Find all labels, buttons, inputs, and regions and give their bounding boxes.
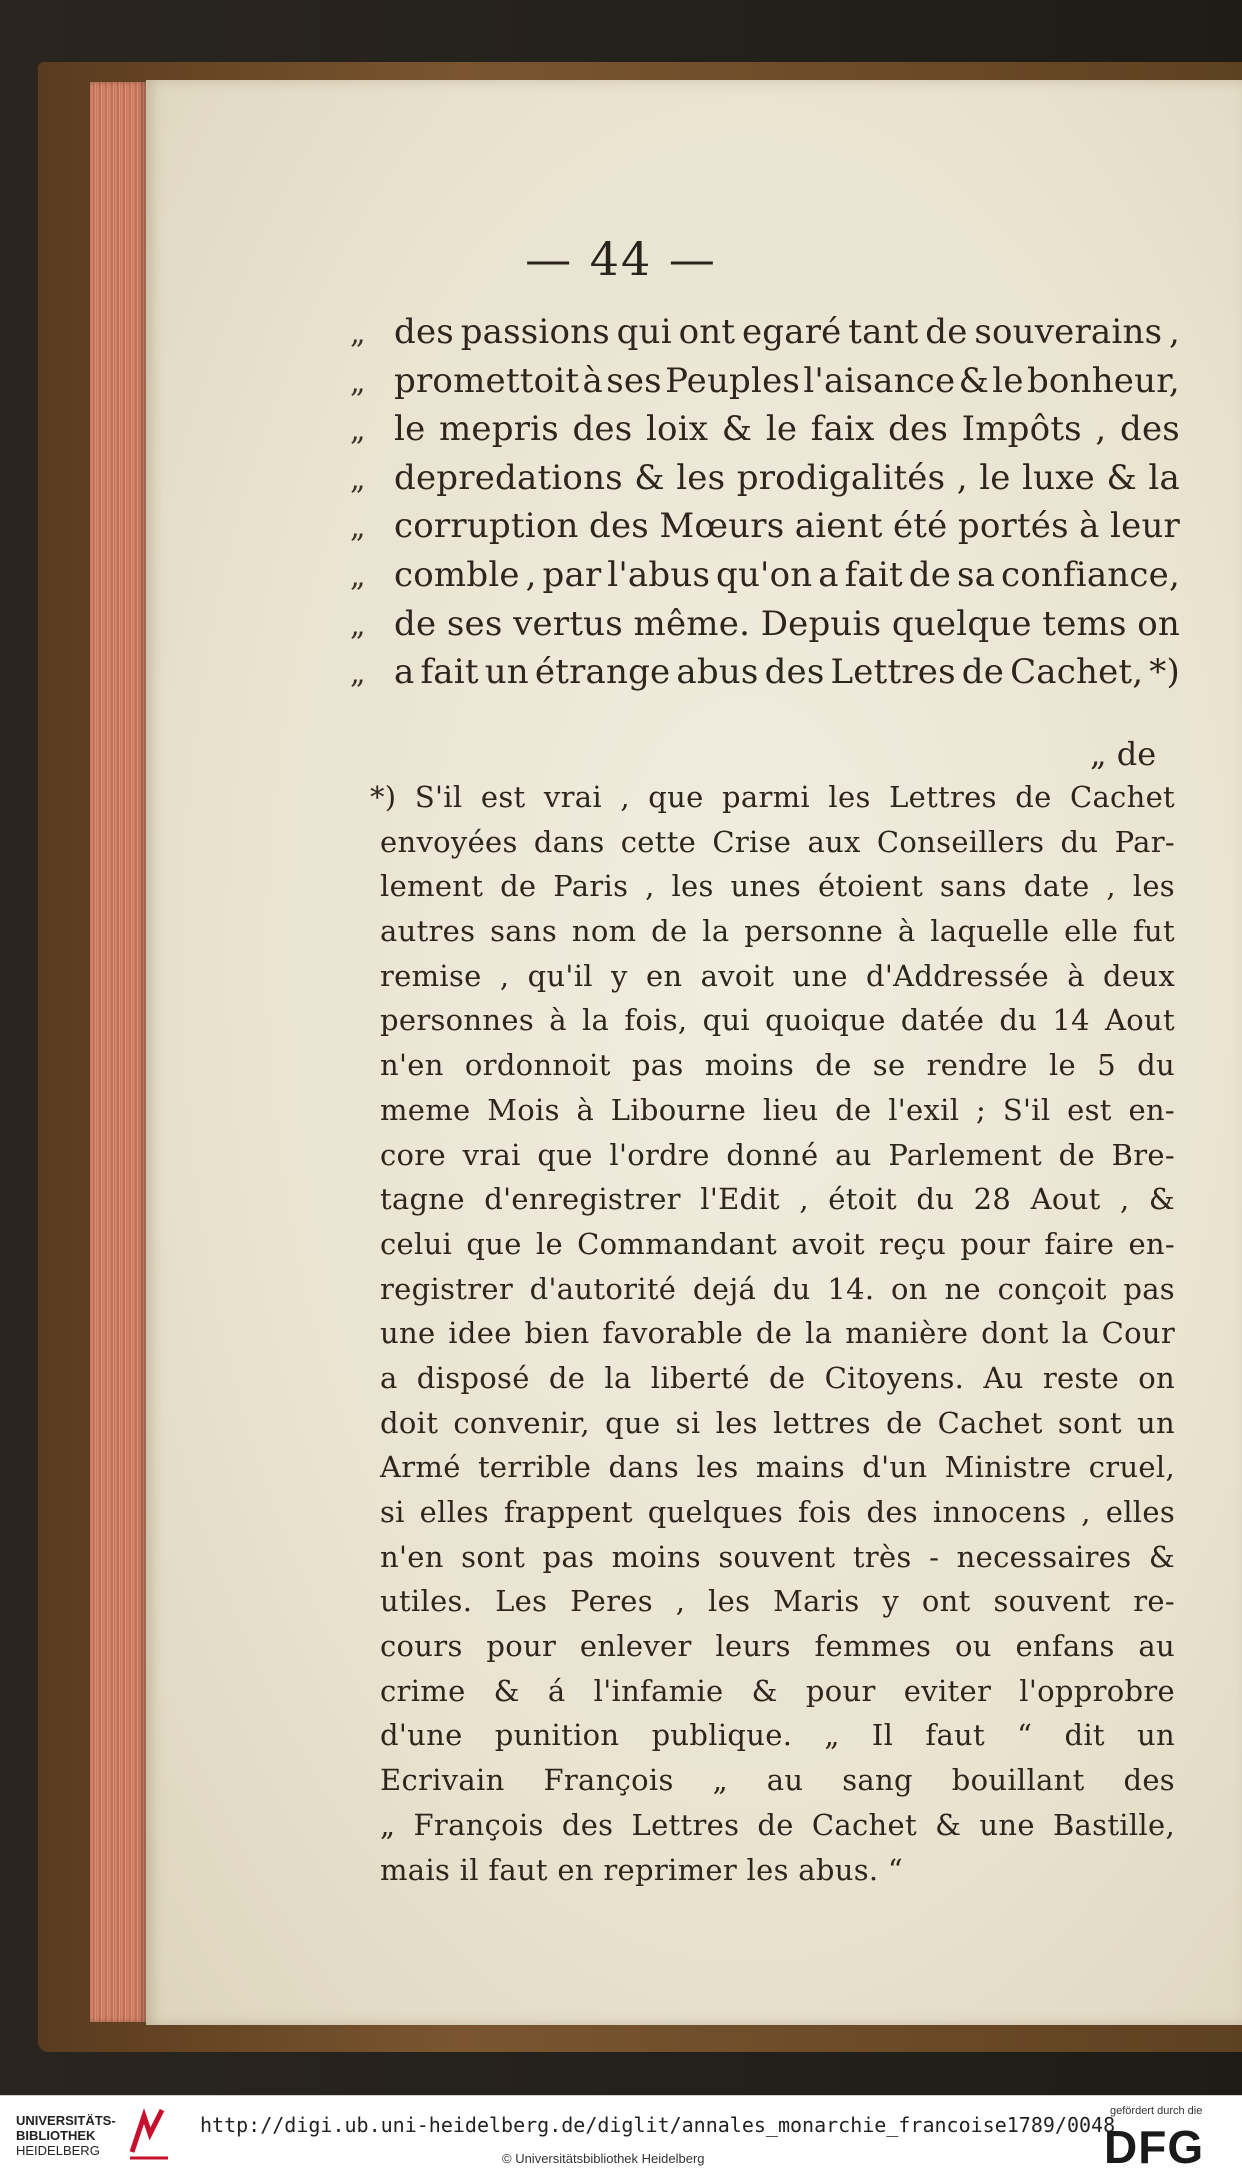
word: des <box>394 312 454 352</box>
footnote-line: mais il faut en reprimer les abus. “ <box>380 1852 904 1887</box>
line-text <box>394 357 1180 406</box>
word: ont <box>678 312 736 352</box>
word: & <box>958 360 990 401</box>
library-name-line2: BIBLIOTHEK <box>16 2128 96 2143</box>
word: corruption <box>394 506 579 547</box>
word: & <box>1106 457 1137 498</box>
line-text <box>394 405 1180 454</box>
quote-mark: „ <box>350 558 366 594</box>
word: étrange <box>534 652 671 693</box>
word: un <box>484 652 529 693</box>
word: Impôts <box>961 409 1082 450</box>
word: , <box>1095 409 1107 450</box>
footnote-line: autres sans nom de la personne à laquelle elle fut <box>380 914 1175 949</box>
word: portés <box>957 506 1069 547</box>
word: souverains <box>974 312 1163 352</box>
line-text <box>394 308 1180 357</box>
footnote-line: tagne d'enregistrer l'Edit , étoit du 28 Aout , & <box>380 1182 1175 1217</box>
word: mepris <box>438 409 559 450</box>
footnote-line: crime & á l'infamie & pour eviter l'opprobre <box>380 1673 1175 1708</box>
word: fait <box>420 652 479 693</box>
word: Cachet, <box>1010 652 1144 693</box>
quote-mark: „ <box>350 607 366 643</box>
footnote-line: Armé terrible dans les mains d'un Ministre cruel, <box>380 1450 1175 1485</box>
quote-mark: „ <box>350 510 366 546</box>
word: depredations <box>394 457 623 498</box>
word: on <box>1137 603 1180 644</box>
line-text <box>394 648 1180 697</box>
word: ses <box>606 360 662 401</box>
footnote-line: a disposé de la liberté de Citoyens. Au reste on <box>380 1360 1175 1395</box>
line-text <box>394 551 1180 600</box>
word: le <box>765 409 798 450</box>
dfg-logo[interactable]: DFG <box>1104 2121 1205 2173</box>
quote-mark: „ <box>350 461 366 497</box>
text-line <box>350 648 1180 697</box>
text-line <box>350 454 1180 503</box>
footnote-line: registrer d'autorité dejá du 14. on ne conçoit pas <box>380 1271 1175 1306</box>
footnote-line: *) S'il est vrai , que parmi les Lettres de Cachet <box>370 780 1175 814</box>
footnote-line: si elles frappent quelques fois des innocens , elles <box>380 1495 1175 1529</box>
word: confiance, <box>1000 554 1180 595</box>
footnote-line: Ecrivain François „ au sang bouillant des <box>380 1763 1175 1798</box>
footnote-line: core vrai que l'ordre donné au Parlement de Bre- <box>380 1137 1175 1172</box>
word: vertus <box>513 603 623 644</box>
word: aient <box>794 506 883 547</box>
word: Lettres <box>830 652 956 693</box>
word: même. <box>633 603 751 644</box>
word: la <box>1148 457 1180 498</box>
main-text <box>350 308 1180 697</box>
footnote-line: remise , qu'il y en avoit une d'Addressée à deux <box>380 958 1175 993</box>
word: le <box>992 360 1024 401</box>
line-text <box>394 454 1180 503</box>
word: les <box>676 457 726 498</box>
word: fait <box>844 554 903 595</box>
word: Peuples <box>665 360 801 401</box>
word: de <box>394 603 437 644</box>
page-number: — 44 — <box>525 232 717 286</box>
word: & <box>634 457 665 498</box>
word: à <box>582 360 603 401</box>
footnote-line: „ François des Lettres de Cachet & une Bastille, <box>380 1807 1175 1842</box>
footnote-line: doit convenir, que si les lettres de Cachet sont un <box>380 1405 1175 1440</box>
catch-word: „ de <box>1090 735 1157 773</box>
word: à <box>1079 506 1100 547</box>
permalink-url[interactable]: http://digi.ub.uni-heidelberg.de/diglit/annales_monarchie_francoise1789/0048 <box>200 2113 1116 2137</box>
footnote-line: meme Mois à Libourne lieu de l'exil ; S'il est en- <box>380 1092 1175 1127</box>
text-line <box>350 405 1180 454</box>
copyright-notice: © Universitätsbibliothek Heidelberg <box>502 2151 705 2166</box>
footnote-line: cours pour enlever leurs femmes ou enfans au <box>380 1629 1175 1664</box>
word: des <box>572 409 633 450</box>
footnote-line: celui que le Commandant avoit reçu pour faire en- <box>380 1226 1175 1261</box>
word: de <box>961 652 1005 693</box>
line-text <box>394 502 1180 551</box>
word: des <box>1120 409 1180 450</box>
library-name-line1: UNIVERSITÄTS- <box>16 2113 116 2128</box>
word: promettoit <box>394 360 580 401</box>
word: l'abus <box>607 554 711 595</box>
footnote-line: d'une punition publique. „ Il faut “ dit un <box>380 1718 1175 1753</box>
footnote <box>370 775 1175 1892</box>
library-name-line3: HEIDELBERG <box>16 2143 100 2158</box>
quote-mark: „ <box>350 316 366 351</box>
footnote-line: lement de Paris , les unes étoient sans date , les <box>380 869 1175 904</box>
university-mark-icon <box>124 2104 174 2164</box>
word: comble <box>394 554 520 595</box>
word: bonheur, <box>1026 360 1180 401</box>
line-text <box>394 600 1180 649</box>
word: de <box>908 554 952 595</box>
word: passions <box>460 312 610 352</box>
word: & <box>721 409 753 450</box>
word: été <box>892 506 948 547</box>
sponsor-label: gefördert durch die <box>1110 2105 1203 2117</box>
footer-bar <box>0 2095 1242 2184</box>
word: de <box>925 312 968 352</box>
footnote-line: utiles. Les Peres , les Maris y ont souvent re- <box>380 1584 1175 1619</box>
word: Depuis <box>760 603 882 644</box>
word: prodigalités <box>736 457 946 498</box>
word: ses <box>446 603 503 644</box>
word: a <box>818 554 839 595</box>
word: faix <box>810 409 875 450</box>
quote-mark: „ <box>350 413 366 449</box>
word: l'aisance <box>803 360 956 401</box>
word: , <box>956 457 968 498</box>
word: tems <box>1042 603 1127 644</box>
footnote-line: une idee bien favorable de la manière dont la Cour <box>380 1316 1175 1351</box>
word: le <box>979 457 1011 498</box>
word: qui <box>616 312 672 352</box>
text-line <box>350 551 1180 600</box>
word: des <box>764 652 825 693</box>
word: le <box>394 409 426 450</box>
word: abus <box>676 652 759 693</box>
word: sa <box>956 554 996 595</box>
word: qu'on <box>716 554 813 595</box>
text-line <box>350 357 1180 406</box>
word: Mœurs <box>659 506 785 547</box>
word: a <box>394 652 415 693</box>
word: *) <box>1149 652 1180 693</box>
word: leur <box>1110 506 1180 547</box>
word: luxe <box>1022 457 1095 498</box>
word: des <box>888 409 949 450</box>
footnote-line: personnes à la fois, qui quoique datée du 14 Aout <box>380 1003 1175 1038</box>
text-line <box>350 502 1180 551</box>
quote-mark: „ <box>350 656 366 692</box>
word: egaré <box>741 312 842 352</box>
footnote-line: n'en sont pas moins souvent très - necessaires & <box>380 1539 1175 1574</box>
word: , <box>525 554 537 595</box>
word: quelque <box>891 603 1032 644</box>
word: tant <box>848 312 919 352</box>
quote-mark: „ <box>350 364 366 400</box>
page-edges <box>90 82 146 2022</box>
footnote-line: envoyées dans cette Crise aux Conseillers du Par- <box>380 824 1175 859</box>
footnote-line: n'en ordonnoit pas moins de se rendre le 5 du <box>380 1048 1175 1083</box>
word: des <box>588 506 649 547</box>
word: loix <box>645 409 709 450</box>
text-line <box>350 600 1180 649</box>
word: par <box>542 554 602 595</box>
text-line <box>350 308 1180 357</box>
word: , <box>1168 312 1180 352</box>
